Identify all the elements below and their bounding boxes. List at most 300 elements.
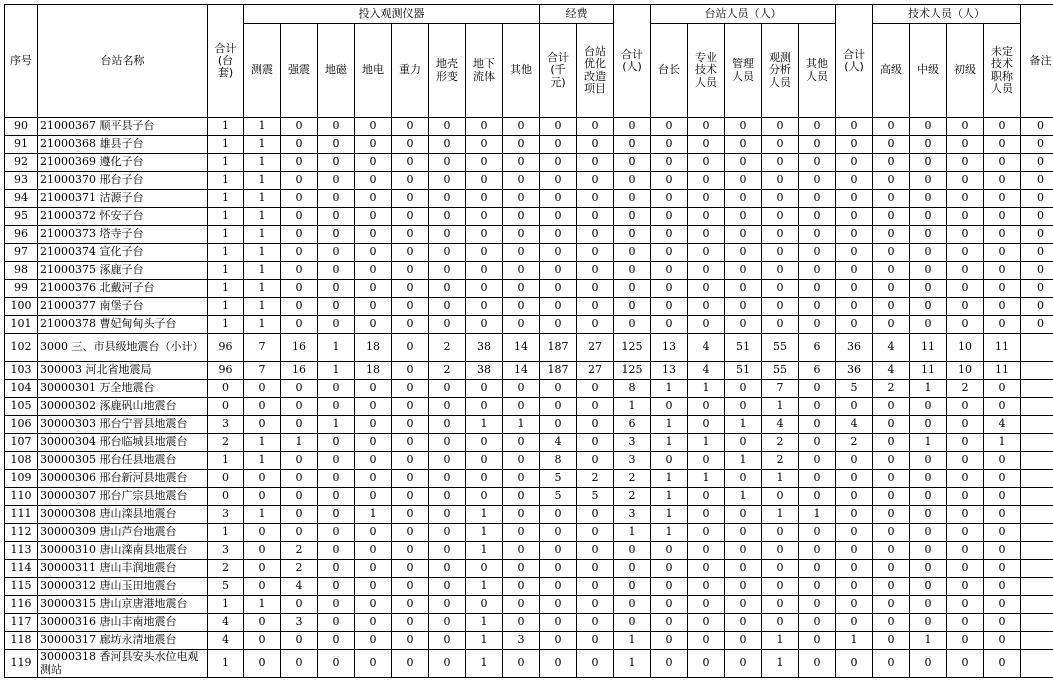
cell-value: 0 (873, 416, 910, 434)
cell-value: 0 (836, 470, 873, 488)
cell-station-name: 30000304 邢台临城县地震台 (38, 434, 208, 452)
cell-value: 0 (577, 118, 614, 136)
cell-value: 0 (688, 244, 725, 262)
cell-value: 0 (799, 560, 836, 578)
table-row (5, 470, 1053, 488)
cell-value: 0 (355, 262, 392, 280)
cell-value: 0 (318, 596, 355, 614)
cell-value: 1 (725, 416, 762, 434)
cell-value: 0 (688, 650, 725, 678)
cell-value: 0 (577, 226, 614, 244)
cell-value: 0 (355, 434, 392, 452)
cell-value: 0 (392, 298, 429, 316)
cell-value: 0 (244, 470, 281, 488)
cell-value: 1 (836, 632, 873, 650)
cell-value: 0 (688, 488, 725, 506)
cell-value: 0 (1021, 118, 1053, 136)
table-row (5, 298, 1053, 316)
cell-value: 0 (651, 316, 688, 334)
cell-value: 0 (873, 226, 910, 244)
cell-value: 0 (429, 136, 466, 154)
cell-value: 0 (947, 316, 984, 334)
cell-value: 0 (836, 136, 873, 154)
header-inst-other: 其他 (503, 24, 540, 118)
cell-value: 0 (984, 208, 1021, 226)
cell-value: 0 (281, 190, 318, 208)
cell-value: 0 (208, 470, 244, 488)
cell-value: 1 (762, 506, 799, 524)
table-header (5, 5, 1053, 118)
cell-value: 0 (1021, 262, 1053, 280)
cell-value: 0 (799, 488, 836, 506)
cell-value: 0 (503, 226, 540, 244)
cell-value: 0 (466, 488, 503, 506)
cell-value: 1 (244, 316, 281, 334)
cell-value: 0 (799, 262, 836, 280)
cell-value: 0 (984, 154, 1021, 172)
table-row (5, 614, 1053, 632)
cell-value: 0 (503, 434, 540, 452)
table-row (5, 398, 1053, 416)
cell-seq: 90 (5, 118, 38, 136)
cell-value: 0 (725, 226, 762, 244)
cell-value: 0 (392, 614, 429, 632)
cell-value: 3 (614, 452, 651, 470)
cell-value: 0 (466, 298, 503, 316)
cell-value: 0 (651, 280, 688, 298)
cell-value: 8 (540, 452, 577, 470)
cell-value: 0 (725, 208, 762, 226)
cell-value: 0 (836, 614, 873, 632)
cell-value: 3 (208, 506, 244, 524)
cell-seq: 106 (5, 416, 38, 434)
cell-value: 0 (836, 524, 873, 542)
cell-value: 1 (651, 506, 688, 524)
cell-value: 0 (910, 578, 947, 596)
cell-value: 0 (799, 524, 836, 542)
cell-value: 2 (208, 560, 244, 578)
cell-value: 0 (540, 632, 577, 650)
cell-value: 0 (540, 154, 577, 172)
cell-value: 0 (725, 398, 762, 416)
cell-value: 0 (947, 172, 984, 190)
cell-value: 0 (1021, 172, 1053, 190)
cell-value: 51 (725, 362, 762, 380)
cell-value: 0 (799, 614, 836, 632)
cell-value: 1 (503, 416, 540, 434)
cell-value: 3 (614, 434, 651, 452)
cell-remarks (1021, 470, 1053, 488)
cell-remarks (1021, 542, 1053, 560)
cell-value: 0 (836, 650, 873, 678)
cell-value: 0 (466, 154, 503, 172)
cell-value: 0 (540, 416, 577, 434)
header-inst-gravity: 重力 (392, 24, 429, 118)
cell-value: 0 (318, 298, 355, 316)
cell-value: 0 (614, 208, 651, 226)
cell-value: 0 (244, 560, 281, 578)
cell-value: 0 (392, 190, 429, 208)
cell-value: 0 (503, 280, 540, 298)
cell-value: 0 (1021, 136, 1053, 154)
cell-value: 0 (984, 244, 1021, 262)
cell-value: 0 (503, 506, 540, 524)
cell-value: 0 (614, 596, 651, 614)
cell-value: 0 (762, 280, 799, 298)
cell-value: 0 (688, 172, 725, 190)
cell-value: 1 (910, 632, 947, 650)
cell-value: 5 (208, 578, 244, 596)
cell-value: 1 (208, 524, 244, 542)
cell-value: 0 (318, 614, 355, 632)
cell-value: 0 (762, 298, 799, 316)
cell-value: 0 (208, 380, 244, 398)
cell-value: 0 (762, 560, 799, 578)
cell-value: 0 (355, 226, 392, 244)
cell-value: 0 (614, 542, 651, 560)
cell-value: 1 (466, 614, 503, 632)
cell-value: 0 (836, 208, 873, 226)
cell-value: 0 (910, 614, 947, 632)
cell-value: 38 (466, 362, 503, 380)
cell-value: 0 (392, 280, 429, 298)
cell-value: 0 (873, 172, 910, 190)
table-row (5, 416, 1053, 434)
cell-value: 1 (799, 506, 836, 524)
cell-value: 0 (725, 190, 762, 208)
cell-value: 0 (503, 578, 540, 596)
cell-value: 0 (947, 470, 984, 488)
cell-station-name: 21000374 宣化子台 (38, 244, 208, 262)
cell-value: 10 (947, 362, 984, 380)
cell-value: 0 (244, 524, 281, 542)
cell-value: 0 (429, 596, 466, 614)
cell-value: 0 (873, 470, 910, 488)
cell-value: 0 (281, 416, 318, 434)
cell-value: 0 (392, 416, 429, 434)
cell-value: 55 (762, 362, 799, 380)
cell-station-name: 30000315 唐山京唐港地震台 (38, 596, 208, 614)
cell-value: 0 (244, 380, 281, 398)
cell-value: 0 (762, 172, 799, 190)
cell-value: 1 (208, 298, 244, 316)
cell-value: 0 (355, 596, 392, 614)
cell-value: 7 (244, 362, 281, 380)
cell-value: 0 (910, 506, 947, 524)
cell-value: 0 (910, 208, 947, 226)
cell-value: 1 (208, 118, 244, 136)
cell-value: 0 (503, 488, 540, 506)
cell-value: 0 (725, 560, 762, 578)
cell-station-name: 30000301 万全地震台 (38, 380, 208, 398)
cell-value: 0 (873, 280, 910, 298)
cell-value: 0 (651, 560, 688, 578)
cell-value: 0 (910, 316, 947, 334)
cell-value: 2 (577, 470, 614, 488)
cell-value: 13 (651, 362, 688, 380)
cell-value: 0 (577, 560, 614, 578)
cell-value: 0 (947, 226, 984, 244)
cell-value: 1 (651, 380, 688, 398)
cell-station-name: 30000310 唐山滦南县地震台 (38, 542, 208, 560)
cell-value: 1 (208, 208, 244, 226)
cell-value: 0 (614, 280, 651, 298)
cell-value: 18 (355, 334, 392, 362)
cell-value: 0 (466, 136, 503, 154)
cell-value: 0 (281, 380, 318, 398)
cell-value: 1 (910, 380, 947, 398)
cell-value: 0 (688, 136, 725, 154)
cell-remarks (1021, 488, 1053, 506)
cell-value: 0 (725, 136, 762, 154)
cell-value: 0 (688, 118, 725, 136)
cell-value: 0 (614, 154, 651, 172)
cell-value: 0 (910, 136, 947, 154)
cell-value: 0 (392, 470, 429, 488)
cell-remarks (1021, 560, 1053, 578)
cell-value: 5 (540, 488, 577, 506)
cell-value: 0 (392, 136, 429, 154)
cell-value: 0 (503, 380, 540, 398)
cell-value: 0 (318, 398, 355, 416)
cell-value: 0 (984, 380, 1021, 398)
cell-value: 0 (799, 542, 836, 560)
cell-value: 1 (762, 470, 799, 488)
cell-value: 0 (318, 452, 355, 470)
header-staff-total: 合计(人) (614, 5, 651, 118)
cell-seq: 114 (5, 560, 38, 578)
cell-station-name: 30000309 唐山芦台地震台 (38, 524, 208, 542)
cell-remarks (1021, 578, 1053, 596)
cell-value: 0 (577, 596, 614, 614)
header-inst-groundwater: 地下流体 (466, 24, 503, 118)
cell-value: 0 (540, 208, 577, 226)
cell-value: 0 (762, 578, 799, 596)
cell-value: 0 (651, 136, 688, 154)
cell-value: 0 (614, 614, 651, 632)
cell-value: 0 (910, 452, 947, 470)
cell-seq: 118 (5, 632, 38, 650)
cell-value: 0 (392, 262, 429, 280)
cell-value: 0 (429, 542, 466, 560)
cell-value: 0 (688, 542, 725, 560)
cell-value: 0 (873, 434, 910, 452)
cell-station-name: 300003 河北省地震局 (38, 362, 208, 380)
cell-value: 0 (577, 416, 614, 434)
cell-value: 0 (725, 578, 762, 596)
cell-value: 0 (540, 280, 577, 298)
cell-value: 0 (614, 118, 651, 136)
cell-value: 0 (910, 280, 947, 298)
header-funds-total: 合计(千元) (540, 24, 577, 118)
cell-value: 0 (355, 398, 392, 416)
cell-value: 0 (688, 226, 725, 244)
cell-seq: 113 (5, 542, 38, 560)
cell-value: 0 (984, 398, 1021, 416)
cell-value: 0 (355, 136, 392, 154)
cell-remarks (1021, 452, 1053, 470)
cell-seq: 107 (5, 434, 38, 452)
cell-value: 5 (577, 488, 614, 506)
cell-value: 0 (947, 416, 984, 434)
cell-value: 0 (651, 650, 688, 678)
cell-value: 0 (355, 380, 392, 398)
cell-value: 0 (429, 614, 466, 632)
header-staff-other: 其他人员 (799, 24, 836, 118)
cell-value: 0 (429, 226, 466, 244)
cell-value: 0 (688, 398, 725, 416)
cell-value: 0 (466, 262, 503, 280)
cell-seq: 119 (5, 650, 38, 678)
cell-value: 0 (984, 316, 1021, 334)
cell-value: 0 (392, 488, 429, 506)
cell-value: 0 (318, 190, 355, 208)
cell-value: 0 (799, 280, 836, 298)
cell-value: 0 (392, 632, 429, 650)
cell-value: 0 (799, 154, 836, 172)
cell-value: 0 (429, 560, 466, 578)
cell-value: 27 (577, 362, 614, 380)
cell-value: 0 (281, 488, 318, 506)
cell-value: 2 (947, 380, 984, 398)
cell-station-name: 21000376 北戴河子台 (38, 280, 208, 298)
cell-value: 0 (429, 316, 466, 334)
cell-value: 0 (688, 524, 725, 542)
cell-value: 0 (355, 190, 392, 208)
cell-value: 13 (651, 334, 688, 362)
cell-value: 5 (836, 380, 873, 398)
cell-value: 0 (836, 190, 873, 208)
cell-value: 0 (540, 596, 577, 614)
cell-value: 0 (466, 280, 503, 298)
cell-value: 0 (466, 190, 503, 208)
cell-value: 0 (799, 470, 836, 488)
header-tech-intermediate: 中级 (910, 24, 947, 118)
cell-value: 1 (208, 650, 244, 678)
cell-value: 0 (762, 208, 799, 226)
cell-seq: 95 (5, 208, 38, 226)
cell-value: 0 (503, 524, 540, 542)
header-funds-optimization: 台站优化改造项目 (577, 24, 614, 118)
cell-value: 0 (503, 452, 540, 470)
cell-value: 0 (392, 208, 429, 226)
cell-value: 0 (503, 542, 540, 560)
cell-value: 0 (873, 316, 910, 334)
cell-station-name: 30000302 涿鹿矾山地震台 (38, 398, 208, 416)
cell-value: 0 (577, 650, 614, 678)
cell-value: 0 (762, 524, 799, 542)
cell-value: 0 (688, 154, 725, 172)
cell-station-name: 3000 三、市县级地震台（小计） (38, 334, 208, 362)
cell-value: 0 (429, 172, 466, 190)
cell-value: 0 (873, 154, 910, 172)
cell-value: 0 (392, 398, 429, 416)
cell-value: 0 (651, 452, 688, 470)
cell-value: 0 (947, 190, 984, 208)
cell-value: 0 (318, 244, 355, 262)
cell-value: 0 (947, 542, 984, 560)
cell-value: 0 (281, 172, 318, 190)
cell-value: 0 (355, 524, 392, 542)
cell-value: 1 (466, 506, 503, 524)
cell-value: 0 (429, 298, 466, 316)
cell-value: 0 (429, 262, 466, 280)
header-inst-geomagnetic: 地磁 (318, 24, 355, 118)
cell-station-name: 30000305 邢台任县地震台 (38, 452, 208, 470)
cell-value: 0 (355, 172, 392, 190)
cell-value: 0 (725, 632, 762, 650)
cell-value: 0 (281, 506, 318, 524)
cell-value: 0 (614, 244, 651, 262)
cell-value: 0 (873, 650, 910, 678)
cell-value: 1 (244, 136, 281, 154)
cell-value: 0 (503, 398, 540, 416)
cell-value: 0 (651, 632, 688, 650)
cell-station-name: 21000371 沽源子台 (38, 190, 208, 208)
cell-value: 4 (762, 416, 799, 434)
cell-value: 0 (577, 578, 614, 596)
cell-value: 0 (281, 452, 318, 470)
cell-value: 0 (281, 244, 318, 262)
cell-value: 2 (762, 434, 799, 452)
cell-seq: 98 (5, 262, 38, 280)
cell-station-name: 30000316 唐山丰南地震台 (38, 614, 208, 632)
cell-value: 0 (466, 560, 503, 578)
cell-value: 0 (873, 118, 910, 136)
cell-value: 0 (540, 190, 577, 208)
cell-value: 1 (244, 262, 281, 280)
cell-value: 0 (799, 244, 836, 262)
cell-value: 0 (725, 506, 762, 524)
cell-value: 11 (984, 362, 1021, 380)
cell-value: 11 (984, 334, 1021, 362)
cell-seq: 91 (5, 136, 38, 154)
cell-value: 36 (836, 362, 873, 380)
cell-value: 0 (725, 172, 762, 190)
cell-value: 1 (725, 488, 762, 506)
cell-value: 4 (984, 416, 1021, 434)
cell-value: 0 (984, 118, 1021, 136)
cell-value: 0 (281, 470, 318, 488)
cell-value: 3 (614, 506, 651, 524)
cell-value: 0 (910, 488, 947, 506)
cell-value: 0 (836, 226, 873, 244)
cell-value: 0 (910, 650, 947, 678)
cell-value: 2 (281, 560, 318, 578)
cell-value: 0 (762, 596, 799, 614)
cell-value: 0 (318, 632, 355, 650)
cell-value: 1 (208, 190, 244, 208)
cell-value: 0 (503, 298, 540, 316)
cell-value: 0 (318, 434, 355, 452)
cell-value: 187 (540, 362, 577, 380)
cell-value: 1 (244, 280, 281, 298)
cell-value: 0 (503, 560, 540, 578)
cell-value: 0 (392, 362, 429, 380)
cell-value: 1 (244, 506, 281, 524)
cell-value: 0 (1021, 280, 1053, 298)
station-statistics-table (4, 4, 1053, 678)
cell-value: 4 (208, 632, 244, 650)
cell-value: 0 (725, 650, 762, 678)
cell-station-name: 21000368 雄县子台 (38, 136, 208, 154)
cell-value: 0 (799, 434, 836, 452)
cell-value: 0 (836, 542, 873, 560)
cell-value: 0 (577, 208, 614, 226)
cell-value: 0 (540, 398, 577, 416)
cell-value: 0 (577, 172, 614, 190)
cell-value: 0 (392, 316, 429, 334)
